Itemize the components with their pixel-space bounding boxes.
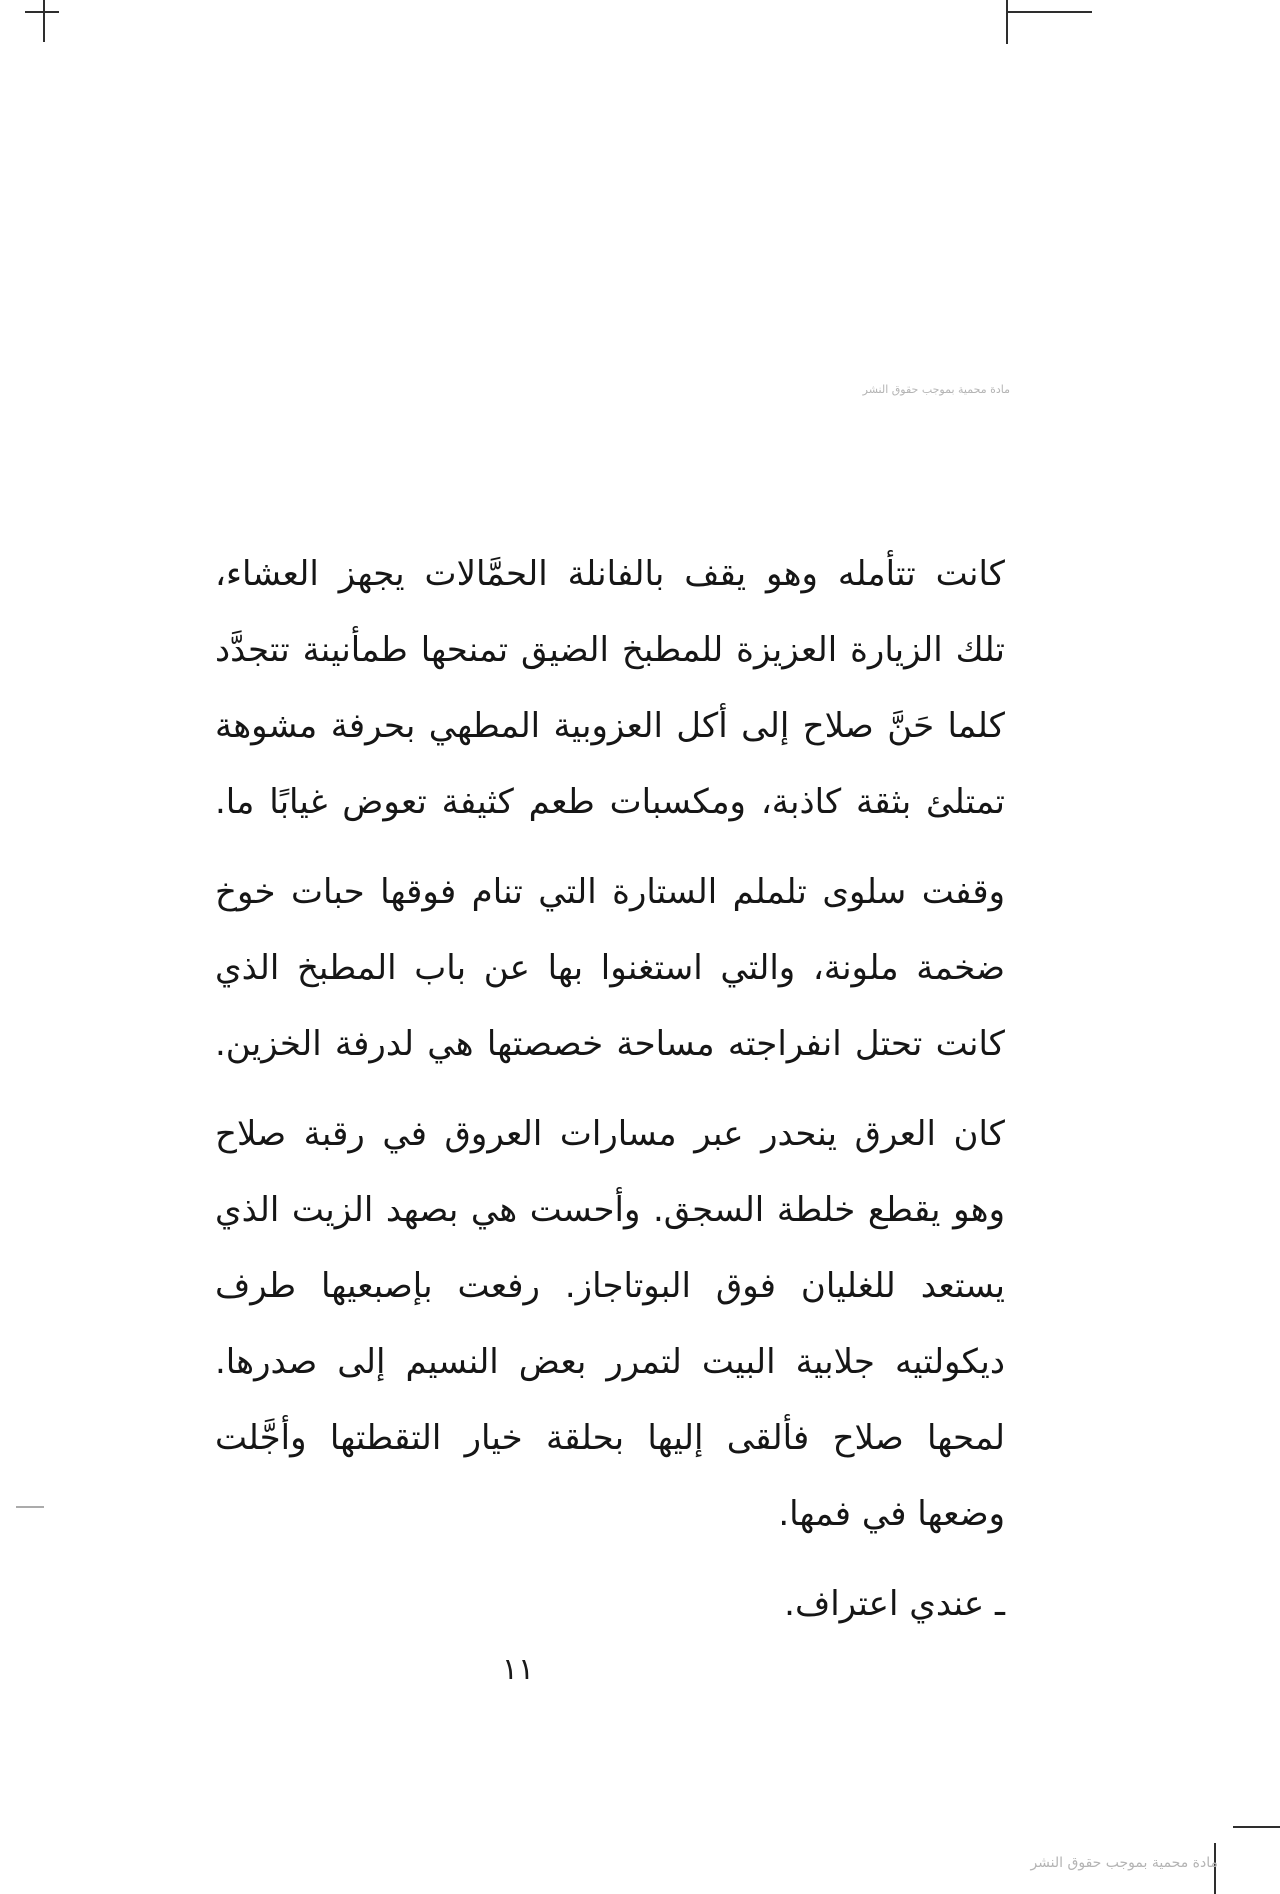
text-line: كلما حَنَّ صلاح إلى أكل العزوبية المطهي بحرفة مشوهة (215, 706, 1005, 746)
text-line: ديكولتيه جلابية البيت لتمرر بعض النسيم إلى صدرها. (215, 1342, 1005, 1382)
text-line: تلك الزيارة العزيزة للمطبخ الضيق تمنحها طمأنينة تتجدَّد (215, 630, 1005, 670)
page-number: ١١ (501, 1652, 535, 1687)
copyright-watermark-top: مادة محمية بموجب حقوق النشر (862, 383, 1010, 396)
text-line: تمتلئ بثقة كاذبة، ومكسبات طعم كثيفة تعوض غيابًا ما. (215, 782, 1005, 822)
crop-mark-top-right-horizontal (1008, 11, 1092, 13)
text-line: وضعها في فمها. (778, 1494, 1005, 1534)
text-line: وهو يقطع خلطة السجق. وأحست هي بصهد الزيت الذي (215, 1190, 1005, 1230)
crop-mark-bottom-left-horizontal (16, 1506, 44, 1508)
body-text (215, 536, 1005, 1656)
text-line: كانت تتأمله وهو يقف بالفانلة الحمَّالات يجهز العشاء، (215, 554, 1005, 594)
paragraph-3 (215, 1096, 1005, 1552)
crop-mark-bottom-right-horizontal (1233, 1826, 1280, 1828)
paragraph-4-dialogue (215, 1566, 1005, 1642)
text-line: يستعد للغليان فوق البوتاجاز. رفعت بإصبعيها طرف (215, 1266, 1005, 1306)
crop-mark-top-left-vertical (43, 0, 45, 42)
text-line: لمحها صلاح فألقى إليها بحلقة خيار التقطتها وأجَّلت (215, 1418, 1005, 1458)
crop-mark-top-left-horizontal (25, 11, 59, 13)
text-line: وقفت سلوى تلملم الستارة التي تنام فوقها حبات خوخ (215, 872, 1005, 912)
text-line: ـ عندي اعتراف. (784, 1584, 1005, 1624)
copyright-watermark-bottom: مادة محمية بموجب حقوق النشر (1030, 1855, 1218, 1871)
text-line: ضخمة ملونة، والتي استغنوا بها عن باب المطبخ الذي (215, 948, 1005, 988)
crop-mark-top-right-vertical (1006, 0, 1008, 44)
text-line: كان العرق ينحدر عبر مسارات العروق في رقبة صلاح (215, 1114, 1005, 1154)
text-line: كانت تحتل انفراجته مساحة خصصتها هي لدرفة الخزين. (215, 1024, 1005, 1064)
paragraph-1 (215, 536, 1005, 840)
paragraph-2 (215, 854, 1005, 1082)
